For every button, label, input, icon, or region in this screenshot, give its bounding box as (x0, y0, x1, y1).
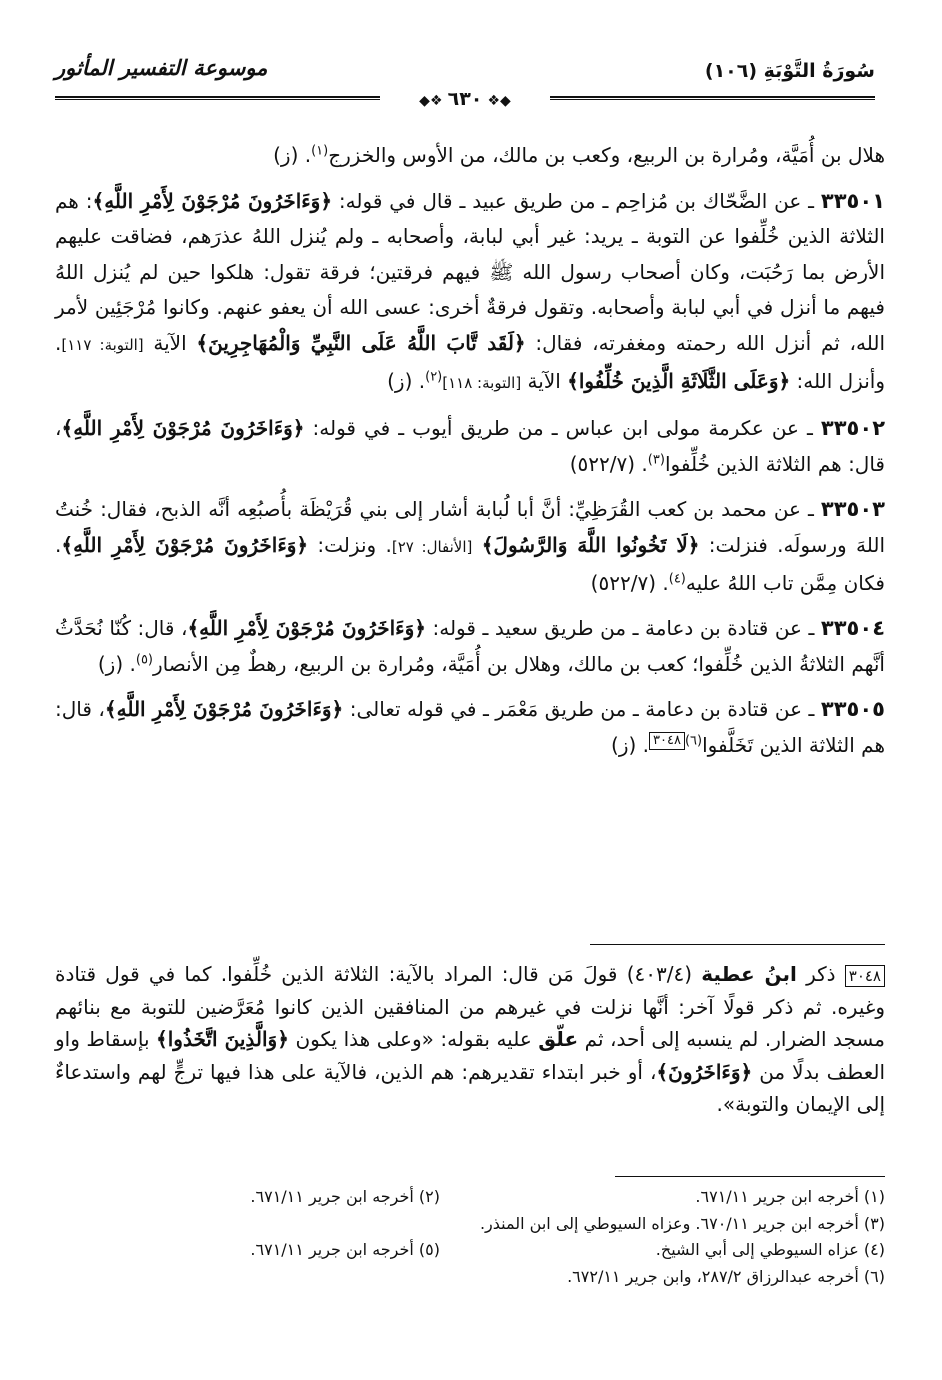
text-run: . (ز) (611, 732, 650, 757)
quran-quote: ﴿وَءَاخَرُونَ مُرْجَوْنَ لِأَمْرِ اللَّهِ﴾ (61, 532, 309, 557)
paragraph (55, 692, 885, 763)
entry-number: ٣٣٥٠٥ (820, 697, 885, 722)
text-run: : هم الثلاثة الذين خُلِّفوا عن التوبة ـ يريد: غير أبي لبابة، وأصحابه ـ ولم يُنزل اللهُ عذرَهم، فضاقت عليهم الأرض بما رَحُبَت، وكان أصحاب رسول الله ﷺ فيهم فرقتين؛ فرقة تقول: هلكوا حين لم يُنزل اللهُ فيهم ما أنزل في أبي لبابة وأصحابه. وتقول فرقةٌ أخرى: عسى الله أن يعفو عنهم. وكانوا مُرْجَئِين لأمر الله، ثم أنزل الله رحمته ومغفرته، فقال: (55, 188, 886, 355)
entry-number: ٣٣٥٠١ (820, 188, 886, 213)
quran-quote: ﴿وَءَاخَرُونَ مُرْجَوْنَ لِأَمْرِ اللَّهِ﴾ (187, 616, 426, 641)
text-run: . فكان مِمَّن تاب اللهُ عليه (55, 532, 885, 595)
footnote-row (55, 1211, 885, 1238)
quran-quote: ﴿لَقَد تَّابَ اللَّهُ عَلَى النَّبِيِّ وَالْمُهَاجِرِينَ﴾ (196, 330, 526, 355)
text-run: ، قال: هم الثلاثة الذين تَخَلَّفوا (55, 697, 885, 757)
footnote-row (55, 1184, 885, 1211)
text-run: بإسقاط واو العطف بدلًا من (55, 1027, 886, 1084)
footnote-marker: (١) (311, 143, 329, 159)
ornament-icon: ❖◆ (419, 93, 443, 109)
commentary-marker: ٣٠٤٨ (845, 965, 885, 987)
verse-reference: [التوبة: ١١٨] (442, 373, 522, 392)
footnote: (٤) عزاه السيوطي إلى أبي الشيخ. (655, 1240, 885, 1259)
text-run: . (ز) (387, 368, 426, 393)
text-run: ـ عن الضَّحّاك بن مُزاحِم ـ من طريق عبيد ـ قال في قوله: (332, 188, 821, 213)
text-run: ، أو خبر ابتداء تقديرهم: هم الذين، فالآية على هذا فيها ترجٍّ لهم واستدعاءٌ إلى الإيمان والتوبة». (55, 1059, 885, 1116)
entry-number: ٣٣٥٠٢ (820, 416, 886, 441)
surah-header: سُورَةُ التَّوْبَةِ (١٠٦) (704, 60, 875, 82)
emphasis: ابنُ عطية (701, 962, 797, 986)
text-run: . (ز) (273, 143, 312, 167)
text-run: الآية (521, 368, 568, 393)
footnote: (١) أخرجه ابن جرير ٦٧١/١١. (695, 1187, 885, 1206)
footnote-marker: (٢) (425, 368, 443, 384)
quran-quote: ﴿وَءَاخَرُونَ مُرْجَوْنَ لِأَمْرِ اللَّهِ﴾ (92, 188, 333, 213)
entry-number: ٣٣٥٠٣ (820, 497, 885, 522)
page-number-box (380, 86, 550, 112)
text-run: ـ عن قتادة بن دعامة ـ من طريق سعيد ـ قوله: (425, 616, 821, 641)
text-run: . وأنزل الله: (55, 330, 885, 393)
footnote-divider (615, 1176, 885, 1177)
book-title: موسوعة التفسير المأثور (55, 56, 268, 80)
text-run: . (٥٢٢/٧) (569, 451, 648, 476)
quran-quote: ﴿لَا تَخُونُوا اللَّهَ وَالرَّسُولَ﴾ (481, 532, 700, 557)
footnote-row (55, 1264, 885, 1291)
text-run: الآية (143, 330, 197, 355)
commentary-marker: ٣٠٤٨ (649, 732, 685, 750)
footnote: (٦) أخرجه عبدالرزاق ٢٨٧/٢، وابن جرير ٦٧٢/١١. (567, 1266, 885, 1286)
footnote-row (55, 1237, 885, 1264)
footnote: (٥) أخرجه ابن جرير ٦٧١/١١. (250, 1240, 440, 1259)
text-run: ـ عن محمد بن كعب القُرَظِيِّ: أنَّ أبا لُبابة أشار إلى بني قُرَيْظَة بأُصبُعِه أنَّه الذبح، فقال: خُنتُ اللهَ ورسولَه. فنزلت: (55, 497, 886, 557)
footnote-marker: (٤) (668, 570, 686, 586)
text-run: ، قال: كُنّا نُحَدَّثُ أنَّهم الثلاثةُ الذين خُلِّفوا؛ كعب بن مالك، وهلال بن أُمَيَّة، ومُرارة بن الربيع، رهطٌ مِن الأنصار (55, 616, 885, 676)
paragraph (55, 184, 885, 402)
text-run: ، قال: هم الثلاثة الذين خُلِّفوا (55, 416, 885, 476)
footnotes (55, 1184, 885, 1290)
text-run: ذكر (796, 962, 845, 986)
verse-reference: [الأنفال: ٢٧] (391, 537, 473, 556)
commentary-note (55, 958, 885, 1121)
paragraph (55, 138, 885, 174)
commentary-divider (590, 944, 885, 945)
footnote: (٢) أخرجه ابن جرير ٦٧١/١١. (250, 1187, 440, 1206)
text-run (472, 533, 481, 557)
verse-reference: [التوبة: ١١٧] (61, 335, 144, 354)
paragraph (55, 411, 885, 482)
page-number: ٦٣٠ (447, 88, 483, 110)
quran-quote: ﴿وَءَاخَرُونَ مُرْجَوْنَ لِأَمْرِ اللَّهِ﴾ (61, 416, 305, 441)
quran-quote: ﴿وَءَاخَرُونَ مُرْجَوْنَ لِأَمْرِ اللَّهِ﴾ (104, 697, 344, 722)
paragraph (55, 492, 885, 601)
text-run: عليه بقوله: «وعلى هذا يكون (288, 1027, 539, 1051)
emphasis: علّق (538, 1027, 579, 1051)
text-run: هلال بن أُمَيَّة، ومُرارة بن الربيع، وكعب بن مالك، من الأوس والخزرج (328, 143, 885, 167)
paragraph (55, 611, 885, 682)
text-run: ـ عن قتادة بن دعامة ـ من طريق مَعْمَر ـ في قوله تعالى: (343, 697, 821, 722)
footnote-marker: (٣) (647, 452, 665, 468)
text-run: ـ عن عكرمة مولى ابن عباس ـ من طريق أيوب ـ في قوله: (304, 416, 821, 441)
footnote: (٣) أخرجه ابن جرير ٦٧٠/١١. وعزاه السيوطي إلى ابن المنذر. (479, 1213, 885, 1233)
quran-quote: ﴿وَالَّذِينَ اتَّخَذُوا﴾ (156, 1027, 289, 1051)
footnote-marker: (٥) (135, 652, 153, 668)
text-run: . ونزلت: (308, 532, 392, 557)
footnote-marker: (٦) (684, 733, 703, 749)
text-run: . (ز) (97, 651, 136, 676)
text-run: . (٥٢٢/٧) (590, 570, 669, 595)
quran-quote: ﴿وَءَاخَرُونَ﴾ (656, 1059, 753, 1084)
ornament-icon: ◆❖ (487, 93, 511, 109)
text-run: (٤٠٣/٤) قولَ مَن قال: المراد بالآية: الثلاثة الذين خُلِّفوا. كما في قول قتادة وغيره. ثم ذكر قولًا آخر: أنَّها نزلت في غيرهم من المنافقين الذين كانوا مُعَرَّضين للتوبة مع بنائهم مسجد الضرار. لم ينسبه إلى أحد، ثم (55, 962, 885, 1051)
main-text (55, 138, 885, 764)
entry-number: ٣٣٥٠٤ (820, 616, 886, 641)
quran-quote: ﴿وَعَلَى الثَّلَاثَةِ الَّذِينَ خُلِّفُوا﴾ (567, 368, 791, 393)
